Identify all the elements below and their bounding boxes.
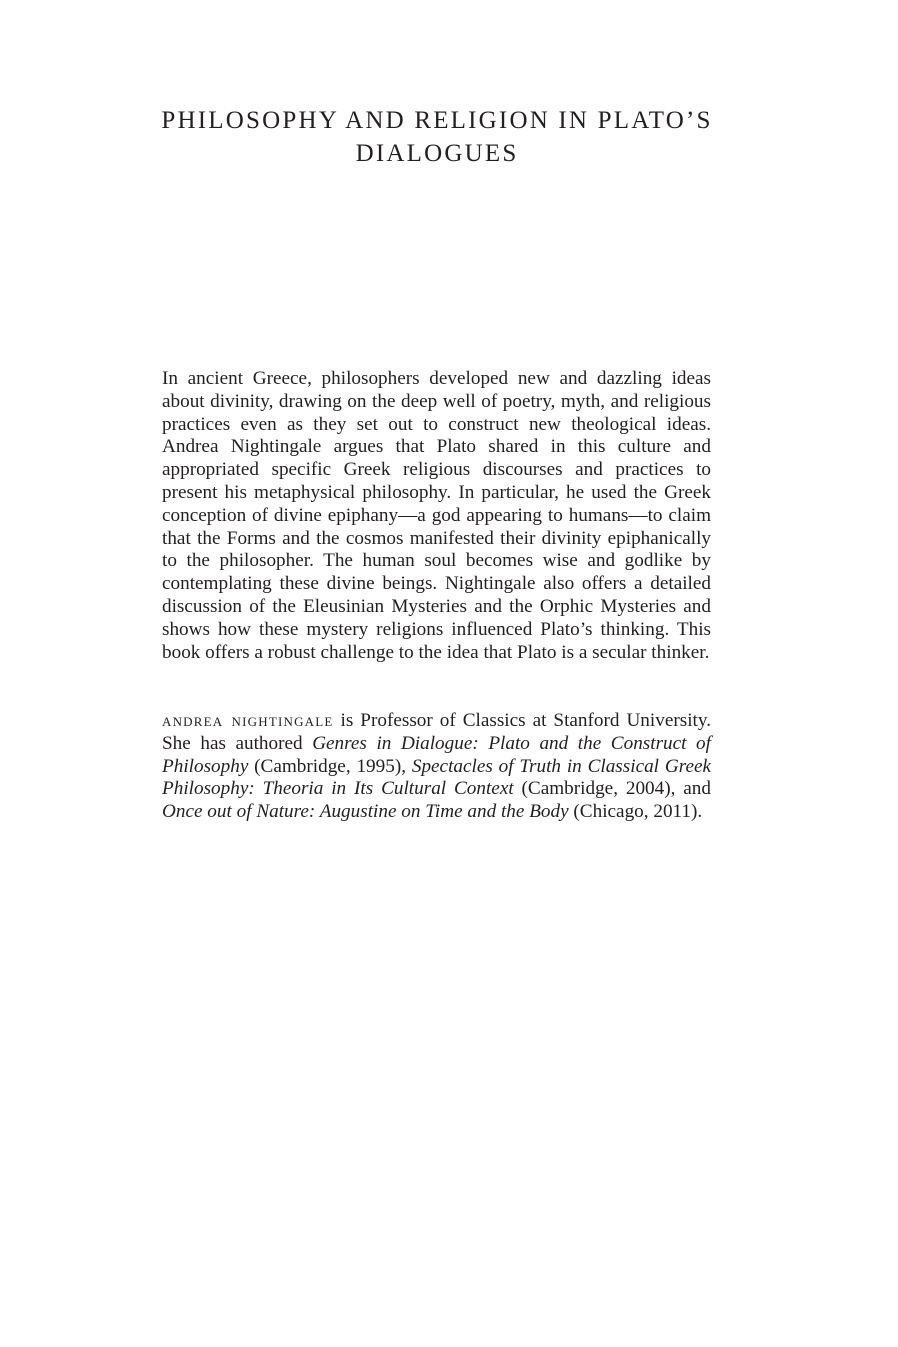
book-publication-genres: (Cambridge, 1995), [248, 755, 412, 777]
book-title-genres: Genres in Dialogue: Plato and the Construct of Philosophy [162, 732, 711, 777]
author-bio-intro: is Professor of Classics at Stanford University. She has authored [162, 710, 712, 754]
book-title-once-out-of-nature: Once out of Nature: Augustine on Time and the Body [162, 801, 569, 823]
author-name: andrea nightingale [162, 710, 334, 731]
book-title-spectacles: Spectacles of Truth in Classical Greek Philosophy: Theoria in Its Cultural Context [162, 755, 711, 800]
book-publication-spectacles: (Cambridge, 2004), and [513, 778, 711, 800]
page-title-line-1: PHILOSOPHY AND RELIGION IN PLATO’S [161, 107, 713, 134]
page-title-line-2: DIALOGUES [355, 140, 519, 167]
author-bio [162, 710, 711, 824]
book-publication-once-out-of-nature: (Chicago, 2011). [568, 801, 703, 823]
page-title [140, 104, 734, 170]
book-blurb: In ancient Greece, philosophers developed new and dazzling ideas about divinity, drawing on the deep well of poetry, myth, and religious practices even as they set out to construct new theological ideas. Andrea Nightingale argues that Plato shared in this culture and appropriated specific Greek religious discourses and practices to present his metaphysical philosophy. In particular, he used the Greek conception of divine epiphany—a god appearing to humans—to claim that the Forms and the cosmos manifested their divinity epiphanically to the philosopher. The human soul becomes wise and godlike by contemplating these divine beings. Nightingale also offers a detailed discussion of the Eleusinian Mysteries and the Orphic Mysteries and shows how these mystery religions influenced Plato’s thinking. This book offers a robust challenge to the idea that Plato is a secular thinker. [162, 368, 711, 663]
